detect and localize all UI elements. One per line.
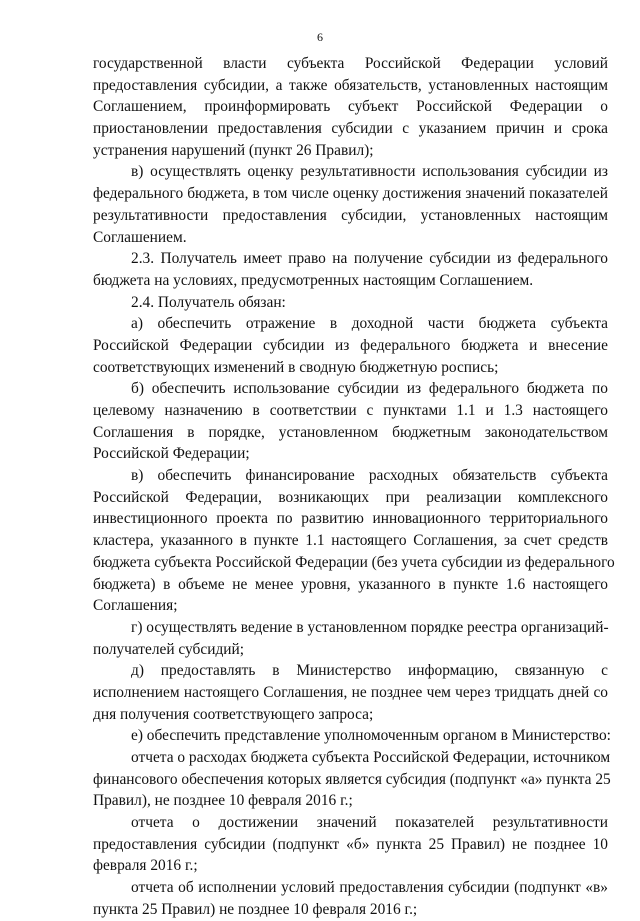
text-line: в) осуществлять оценку результативности использования субсидии из bbox=[131, 163, 608, 181]
text-line: февраля 2016 г.; bbox=[93, 857, 198, 875]
text-line: бюджета на условиях, предусмотренных настоящим Соглашением. bbox=[93, 271, 534, 289]
text-line: бюджета субъекта Российской Федерации (без учета субсидии из федерального bbox=[93, 553, 615, 571]
text-line: б) обеспечить использование субсидии из федерального бюджета по bbox=[131, 380, 608, 398]
text-line: Соглашением. bbox=[93, 228, 187, 246]
text-line: отчета о достижении значений показателей результативности bbox=[131, 814, 608, 832]
text-line: пункта 25 Правил) не позднее 10 февраля 2016 г.; bbox=[93, 900, 418, 918]
text-line: Российской Федерации, возникающих при реализации комплексного bbox=[93, 488, 608, 506]
text-line: 2.3. Получатель имеет право на получение субсидии из федерального bbox=[131, 250, 608, 268]
text-line: предоставления субсидии, а также обязательств, установленных настоящим bbox=[93, 76, 608, 94]
text-line: отчета об исполнении условий предоставления субсидии (подпункт «в» bbox=[131, 879, 608, 897]
text-line: отчета о расходах бюджета субъекта Российской Федерации, источником bbox=[131, 749, 611, 766]
page-number: 6 bbox=[317, 30, 323, 44]
text-line: в) обеспечить финансирование расходных обязательств субъекта bbox=[131, 467, 608, 485]
text-line: а) обеспечить отражение в доходной части бюджета субъекта bbox=[131, 315, 608, 333]
text-line: исполнением настоящего Соглашения, не позднее чем через тридцать дней со bbox=[93, 683, 608, 701]
text-line: соответствующих изменений в сводную бюджетную роспись; bbox=[93, 358, 499, 376]
text-line: д) предоставлять в Министерство информацию, связанную с bbox=[131, 662, 608, 680]
text-line: Российской Федерации субсидии из федерального бюджета и внесение bbox=[93, 336, 608, 354]
text-line: Российской Федерации; bbox=[93, 445, 250, 463]
text-line: Соглашения в порядке, установленном бюджетным законодательством bbox=[93, 423, 608, 441]
text-line: Правил), не позднее 10 февраля 2016 г.; bbox=[93, 792, 353, 810]
text-line: дня получения соответствующего запроса; bbox=[93, 705, 374, 723]
text-line: кластера, указанного в пункте 1.1 настоящего Соглашения, за счет средств bbox=[93, 532, 608, 550]
text-line: предоставления субсидии (подпункт «б» пункта 25 Правил) не позднее 10 bbox=[93, 835, 608, 853]
text-line: получателей субсидий; bbox=[93, 640, 245, 658]
text-line: целевому назначению в соответствии с пунктами 1.1 и 1.3 настоящего bbox=[93, 402, 608, 419]
text-line: Соглашения; bbox=[93, 597, 178, 615]
text-line: приостановлении предоставления субсидии с указанием причин и срока bbox=[93, 120, 608, 138]
text-line: 2.4. Получатель обязан: bbox=[131, 293, 286, 311]
text-line: устранения нарушений (пункт 26 Правил); bbox=[93, 141, 374, 159]
text-line: финансового обеспечения которых является субсидия (подпункт «а» пункта 25 bbox=[93, 770, 611, 788]
text-line: бюджета) в объеме не менее уровня, указанного в пункте 1.6 настоящего bbox=[93, 575, 608, 593]
text-line: инвестиционного проекта по развитию инновационного территориального bbox=[93, 510, 608, 528]
text-line: федерального бюджета, в том числе оценку достижения значений показателей bbox=[93, 185, 608, 203]
text-line: результативности предоставления субсидии, установленных настоящим bbox=[93, 206, 608, 224]
text-line: государственной власти субъекта Российской Федерации условий bbox=[93, 55, 608, 72]
text-line: е) обеспечить представление уполномоченным органом в Министерство: bbox=[131, 727, 611, 745]
text-line: Соглашением, проинформировать субъект Российской Федерации о bbox=[93, 98, 608, 116]
text-line: г) осуществлять ведение в установленном порядке реестра организаций- bbox=[131, 618, 609, 636]
document-body bbox=[93, 53, 615, 921]
